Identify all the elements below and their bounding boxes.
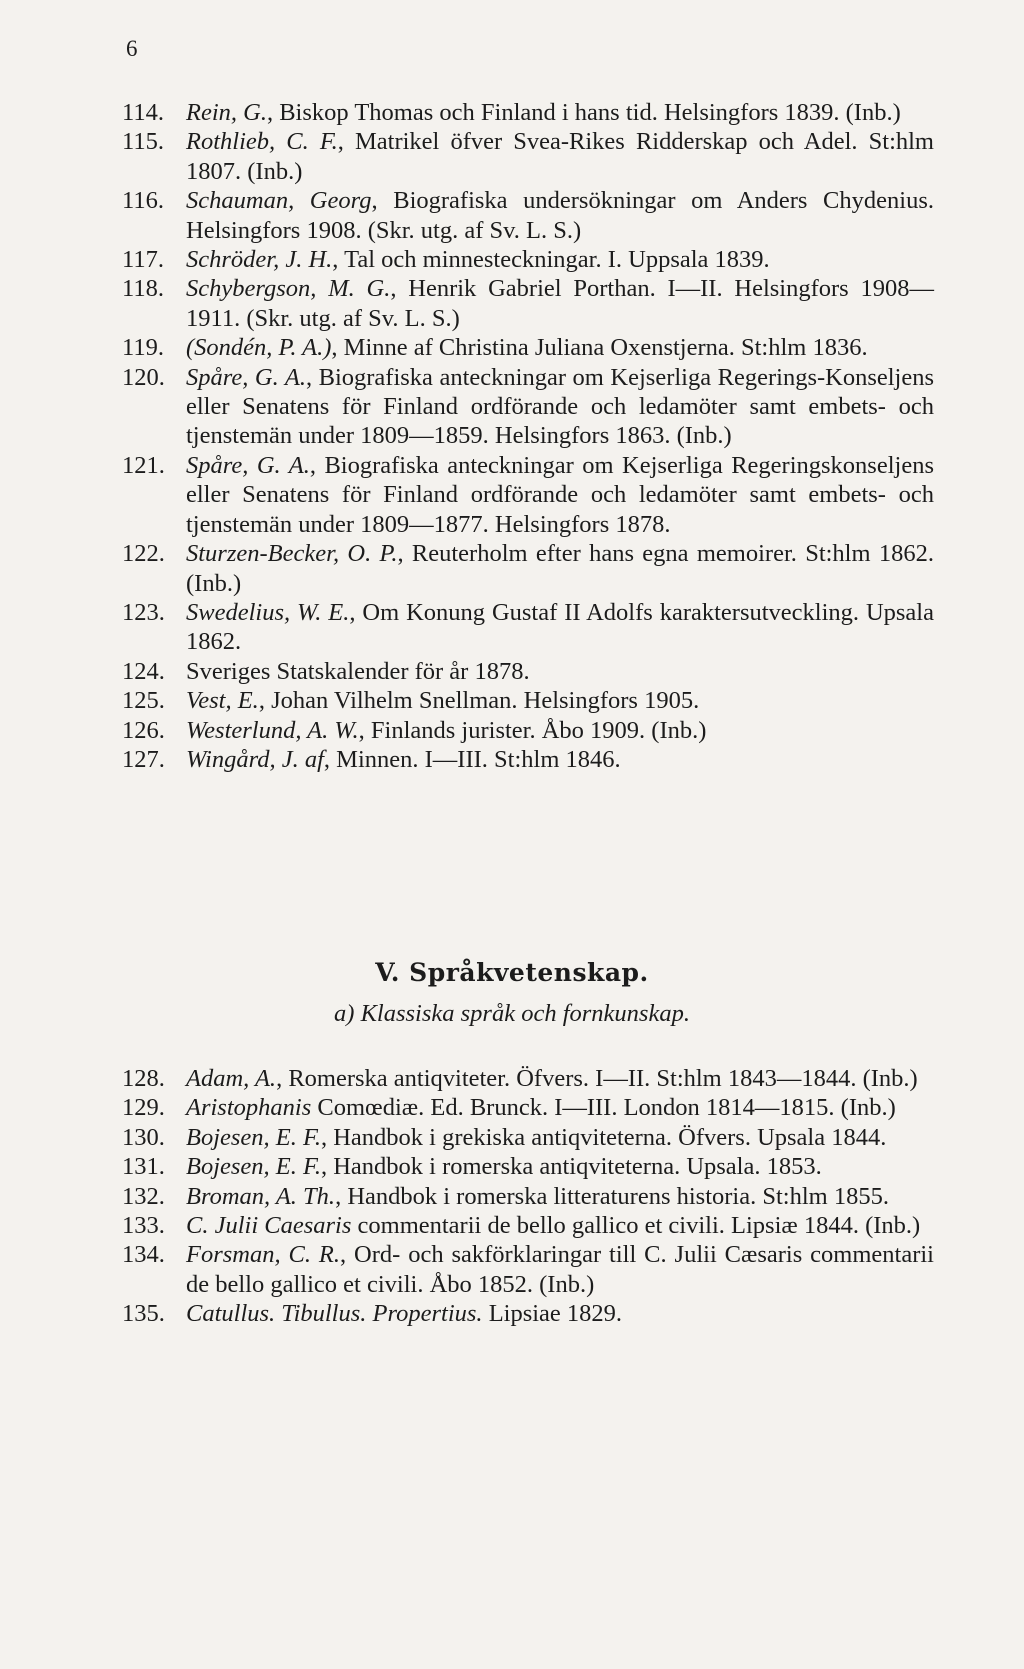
entry-text xyxy=(186,363,934,451)
entry-details: , Henrik Gabriel Porthan. I—II. Helsingfors 1908—1911. (Skr. utg. af Sv. L. S.) xyxy=(186,275,934,332)
section-heading: V. Språkvetenskap. xyxy=(375,958,649,987)
entry-text xyxy=(186,333,934,362)
entry-number: 135. xyxy=(122,1300,165,1328)
entry-number: 130. xyxy=(122,1123,165,1151)
entry-text xyxy=(186,245,934,274)
entry-text xyxy=(186,1299,934,1328)
entry-author: Bojesen, E. F. xyxy=(186,1123,321,1151)
entry-text xyxy=(186,745,934,774)
bibliography-entry xyxy=(122,333,934,362)
entry-text xyxy=(186,98,934,127)
bibliography-entry xyxy=(122,245,934,274)
entry-author: Forsman, C. R. xyxy=(186,1241,340,1269)
entry-number: 118. xyxy=(122,275,164,303)
entry-details: , Ord- och sakförklaringar till C. Julii Cæsaris commentarii de bello gallico et civili. Åbo 1852. (Inb.) xyxy=(186,1241,934,1298)
bibliography-entry xyxy=(122,686,934,715)
entry-author: Catullus. Tibullus. Propertius. xyxy=(186,1300,483,1328)
bibliography-entry xyxy=(122,716,934,745)
entry-number: 132. xyxy=(122,1182,165,1210)
entries-list-bottom xyxy=(122,1064,934,1329)
bibliography-entry xyxy=(122,1240,934,1299)
entry-details: , Johan Vilhelm Snellman. Helsingfors 1905. xyxy=(258,687,700,715)
entry-details: , Handbok i romerska antiqviteterna. Upsala. 1853. xyxy=(320,1153,822,1181)
entry-details: , Om Konung Gustaf II Adolfs karaktersutveckling. Upsala 1862. xyxy=(186,598,934,656)
entry-author: Schröder, J. H. xyxy=(186,246,333,274)
entry-details: , Matrikel öfver Svea-Rikes Ridderskap och Adel. St:hlm 1807. (Inb.) xyxy=(186,128,934,185)
entry-details: , Handbok i grekiska antiqviteterna. Öfvers. Upsala 1844. xyxy=(320,1123,887,1151)
entry-number: 131. xyxy=(122,1153,165,1181)
entry-number: 133. xyxy=(122,1212,165,1240)
bibliography-entry xyxy=(122,598,934,657)
entry-author: Sturzen-Becker, O. P. xyxy=(186,540,398,568)
entry-number: 115. xyxy=(122,128,164,156)
entry-details: , Minnen. I—III. St:hlm 1846. xyxy=(323,745,621,773)
entry-author: Spåre, G. A. xyxy=(186,451,310,479)
entry-number: 127. xyxy=(122,745,165,773)
bibliography-entry xyxy=(122,1182,934,1211)
bibliography-entry xyxy=(122,451,934,539)
bibliography-entry xyxy=(122,657,934,686)
entry-text xyxy=(186,716,934,745)
entry-details: , Minne af Christina Juliana Oxenstjerna. St:hlm 1836. xyxy=(331,334,868,362)
entry-author: C. Julii Caesaris xyxy=(186,1212,352,1240)
entry-text xyxy=(186,274,934,333)
bibliography-entry xyxy=(122,127,934,186)
entry-text xyxy=(186,1152,934,1181)
entry-number: 121. xyxy=(122,451,165,479)
entry-author: Schybergson, M. G. xyxy=(186,275,391,303)
entry-details: , Romerska antiqviteter. Öfvers. I—II. St:hlm 1843—1844. (Inb.) xyxy=(276,1065,918,1092)
entry-number: 129. xyxy=(122,1094,165,1122)
entry-author: Schauman, Georg xyxy=(186,187,372,215)
bibliography-entry xyxy=(122,186,934,245)
entry-author: Adam, A. xyxy=(186,1065,277,1092)
entry-text xyxy=(186,451,934,539)
bibliography-entry xyxy=(122,363,934,451)
entry-text xyxy=(186,186,934,245)
entry-author: (Sondén, P. A.) xyxy=(186,334,332,362)
entry-number: 124. xyxy=(122,657,165,685)
bibliography-entry xyxy=(122,539,934,598)
entry-number: 122. xyxy=(122,540,165,568)
section-subheading: a) Klassiska språk och fornkunskap. xyxy=(334,1000,690,1027)
entry-details: , Biskop Thomas och Finland i hans tid. Helsingfors 1839. (Inb.) xyxy=(266,99,901,126)
entry-author: Aristophanis xyxy=(186,1094,312,1122)
bibliography-entry xyxy=(122,98,934,127)
entries-list-top xyxy=(122,98,934,774)
entry-text xyxy=(186,1123,934,1152)
entry-details: , Biografiska anteckningar om Kejserliga Regeringskonseljens eller Senatens för Finland ordförande och ledamöter samt embets- och tjenstemän under 1809—1877. Helsingfors 1878. xyxy=(186,451,934,538)
entry-details: Comœdiæ. Ed. Brunck. I—III. London 1814—1815. (Inb.) xyxy=(311,1094,896,1122)
page-number: 6 xyxy=(126,36,138,61)
entry-text xyxy=(186,657,934,686)
bibliography-entry xyxy=(122,745,934,774)
entry-text xyxy=(186,1064,934,1093)
entry-details: , Reuterholm efter hans egna memoirer. St:hlm 1862. (Inb.) xyxy=(186,540,934,597)
entry-details: commentarii de bello gallico et civili. Lipsiæ 1844. (Inb.) xyxy=(351,1212,921,1240)
entry-author: Wingård, J. af xyxy=(186,745,324,773)
entry-text xyxy=(186,539,934,598)
entry-number: 116. xyxy=(122,187,164,215)
entry-details: Lipsiae 1829. xyxy=(482,1300,623,1328)
entry-details: , Biografiska anteckningar om Kejserliga Regerings-Konseljens eller Senatens för Finland ordförande och ledamöter samt embets- och tjenstemän under 1809—1859. Helsingfors 1863. (Inb.) xyxy=(186,363,935,450)
bibliography-entry xyxy=(122,1299,934,1328)
entry-number: 134. xyxy=(122,1241,165,1269)
entry-number: 123. xyxy=(122,598,165,626)
entry-details: , Tal och minnesteckningar. I. Uppsala 1839. xyxy=(332,246,770,274)
entry-author: Swedelius, W. E. xyxy=(186,598,350,626)
bibliography-entry xyxy=(122,1093,934,1122)
entry-number: 114. xyxy=(122,99,164,126)
bibliography-entry xyxy=(122,1211,934,1240)
entry-author: Westerlund, A. W. xyxy=(186,716,359,744)
entry-number: 125. xyxy=(122,687,165,715)
bibliography-entry xyxy=(122,1064,934,1093)
entry-author: Vest, E. xyxy=(186,687,259,715)
entry-author: Broman, A. Th. xyxy=(186,1182,336,1210)
entry-author: Spåre, G. A. xyxy=(186,363,306,391)
entry-text xyxy=(186,1182,934,1211)
entry-text xyxy=(186,598,934,657)
entry-details: , Handbok i romerska litteraturens historia. St:hlm 1855. xyxy=(335,1182,889,1210)
entry-author: Rothlieb, C. F. xyxy=(186,128,338,156)
entry-number: 119. xyxy=(122,334,164,362)
entry-number: 117. xyxy=(122,246,164,274)
entry-text xyxy=(186,1211,934,1240)
entry-details: Sveriges Statskalender för år 1878. xyxy=(186,657,530,685)
entry-author: Bojesen, E. F. xyxy=(186,1153,321,1181)
entry-details: , Biografiska undersökningar om Anders Chydenius. Helsingfors 1908. (Skr. utg. af Sv. L. S.) xyxy=(186,187,934,244)
entry-details: , Finlands jurister. Åbo 1909. (Inb.) xyxy=(358,716,707,744)
entry-text xyxy=(186,686,934,715)
entry-number: 126. xyxy=(122,716,165,744)
bibliography-entry xyxy=(122,1123,934,1152)
entry-number: 128. xyxy=(122,1065,165,1092)
entry-text xyxy=(186,1093,934,1122)
bibliography-entry xyxy=(122,274,934,333)
entry-text xyxy=(186,127,934,186)
entry-author: Rein, G. xyxy=(186,99,267,126)
entry-number: 120. xyxy=(122,363,165,391)
entry-text xyxy=(186,1240,934,1299)
bibliography-entry xyxy=(122,1152,934,1181)
